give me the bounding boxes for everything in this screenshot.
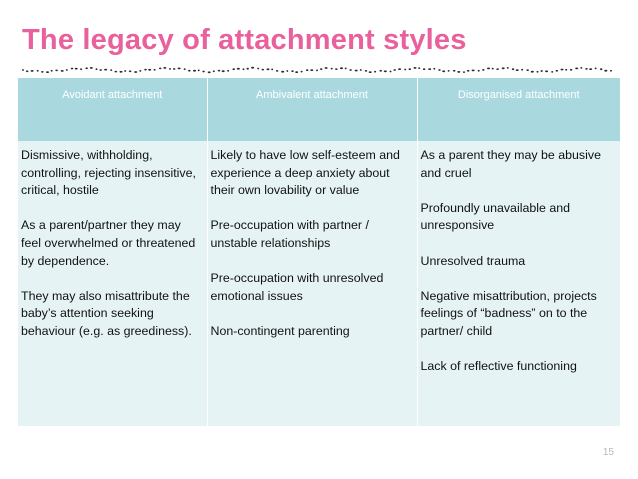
divider-dot [604, 70, 607, 72]
divider-dot [551, 71, 553, 73]
divider-dot [545, 70, 548, 72]
divider-dot [246, 68, 249, 70]
divider-dot [565, 69, 567, 71]
divider-dot [393, 69, 396, 71]
divider-dot [104, 69, 107, 71]
cell-avoidant [18, 141, 207, 426]
divider-dot [198, 70, 200, 72]
divider-dot [345, 68, 347, 70]
avoidant-para-3: They may also misattribute the baby’s attention seeking behaviour (e.g. as greediness). [21, 288, 192, 338]
divider-dot [349, 69, 352, 71]
divider-dot [467, 70, 470, 72]
divider-dot [595, 68, 597, 70]
divider-dot [507, 67, 509, 69]
divider-dot [502, 67, 505, 69]
divider-dot [218, 70, 221, 72]
divider-dot [390, 71, 392, 73]
divider-dot [556, 70, 559, 72]
divider-dot [41, 71, 44, 73]
divider-dot [159, 68, 162, 70]
divider-dot [291, 70, 294, 72]
avoidant-para-1: Dismissive, withholding, controlling, rejecting insensitive, critical, hostile [21, 148, 196, 198]
divider-dot [61, 70, 64, 72]
divider-dot [600, 68, 603, 70]
divider-dot [360, 69, 362, 71]
divider-dot [90, 67, 93, 69]
ambivalent-para-3: Pre-occupation with unresolved emotional issues [210, 271, 384, 303]
page-title: The legacy of attachment styles [22, 24, 467, 56]
divider-dot [66, 69, 68, 71]
divider-dot [202, 71, 205, 73]
divider-dot [46, 71, 49, 73]
divider-dot [110, 69, 112, 71]
divider-dot [26, 70, 29, 72]
disorganised-para-1: As a parent they may be abusive and cruel [420, 148, 601, 180]
divider-dot [355, 70, 358, 72]
divider-dot [301, 71, 303, 73]
divider-dot [540, 70, 543, 72]
divider-dot [526, 69, 529, 71]
avoidant-para-2: As a parent/partner they may feel overwhelmed or threatened by dependence. [21, 218, 196, 268]
divider-dot [55, 70, 58, 72]
divider-dot [37, 70, 39, 72]
divider-dot [71, 68, 74, 70]
divider-dot [453, 70, 456, 72]
header-avoidant: Avoidant attachment [18, 78, 207, 141]
divider-dot [531, 71, 534, 73]
divider-dot [580, 67, 582, 69]
disorganised-para-2: Profoundly unavailable and unresponsive [420, 200, 570, 233]
divider-dot [178, 68, 181, 70]
divider-dot [227, 70, 229, 72]
divider-dot [96, 68, 98, 70]
divider-dot [423, 68, 426, 70]
ambivalent-para-4: Non-contingent parenting [210, 323, 350, 338]
divider-dot [124, 70, 126, 72]
divider-dot [384, 70, 387, 72]
divider-dot [251, 67, 254, 69]
divider-dot [512, 68, 515, 70]
ambivalent-para-2: Pre-occupation with partner / unstable relationships [210, 218, 369, 250]
divider-dot [31, 70, 34, 72]
divider-dot [80, 68, 82, 70]
divider-dot [404, 69, 406, 71]
divider-dot [139, 70, 141, 72]
divider-dot [213, 70, 215, 72]
divider-dot [120, 71, 123, 73]
divider-dot [521, 69, 523, 71]
divider-dot [306, 69, 309, 71]
divider-dot [610, 70, 612, 72]
divider-dot [115, 71, 118, 73]
divider-dot [398, 68, 401, 70]
divider-dot [237, 68, 240, 70]
divider-dot [374, 71, 376, 73]
disorganised-para-4: Negative misattribution, projects feelings of “badness” on to the partner/ child [420, 288, 597, 338]
divider-dot [365, 70, 368, 72]
divider-dot [340, 67, 343, 69]
divider-dot [492, 68, 494, 70]
divider-dot [276, 70, 279, 72]
divider-dot [496, 68, 499, 70]
divider-dot [589, 68, 592, 70]
divider-dot [457, 71, 460, 73]
divider-dot [409, 68, 412, 70]
divider-dot [414, 67, 417, 69]
divider-dot [379, 70, 382, 72]
divider-dot [537, 71, 539, 73]
divider-dot [448, 70, 450, 72]
divider-dot [316, 70, 318, 72]
divider-dot [173, 68, 176, 70]
attachment-styles-table [18, 78, 620, 426]
divider-dot [463, 71, 465, 73]
divider-dot [129, 70, 132, 72]
divider-dot [433, 68, 435, 70]
divider-dot [418, 67, 420, 69]
divider-dot [193, 70, 196, 72]
divider-dot [184, 68, 186, 70]
header-disorganised: Disorganised attachment [417, 78, 620, 141]
divider-dot [243, 68, 245, 70]
divider-dot [22, 69, 24, 71]
divider-dot [585, 68, 588, 70]
divider-dot [320, 68, 323, 70]
divider-dot [310, 69, 313, 71]
dotted-divider [22, 64, 616, 76]
divider-dot [325, 67, 328, 69]
divider-dot [438, 69, 441, 71]
divider-dot [487, 68, 490, 70]
table-row [18, 141, 620, 426]
divider-dot [208, 71, 211, 73]
disorganised-para-5: Lack of reflective functioning [420, 359, 577, 374]
divider-dot [163, 67, 166, 69]
divider-dot [575, 68, 578, 70]
cell-ambivalent [207, 141, 417, 426]
divider-dot [281, 71, 284, 73]
divider-dot [516, 69, 519, 71]
divider-dot [257, 68, 259, 70]
divider-dot [267, 68, 270, 70]
divider-dot [369, 71, 372, 73]
page-number: 15 [602, 447, 614, 458]
divider-dot [478, 70, 480, 72]
divider-dot [222, 70, 225, 72]
divider-dot [561, 69, 564, 71]
divider-dot [99, 69, 102, 71]
attachment-table [18, 78, 620, 426]
disorganised-para-3: Unresolved trauma [420, 253, 526, 268]
divider-dot [331, 68, 333, 70]
divider-dot [442, 70, 445, 72]
divider-dot [85, 67, 88, 69]
divider-dot [169, 68, 171, 70]
divider-dot [51, 70, 53, 72]
header-ambivalent: Ambivalent attachment [207, 78, 417, 141]
table-header-row [18, 78, 620, 141]
divider-dot [428, 68, 431, 70]
divider-dot [472, 70, 475, 72]
divider-dot [154, 69, 156, 71]
divider-dot [75, 68, 78, 70]
divider-dot [570, 69, 573, 71]
divider-dot [232, 68, 235, 70]
cell-disorganised [417, 141, 620, 426]
divider-dot [286, 70, 288, 72]
divider-dot [144, 69, 147, 71]
divider-dot [134, 71, 137, 73]
divider-dot [295, 71, 298, 73]
divider-dot [482, 69, 485, 71]
divider-dot [188, 70, 191, 72]
ambivalent-para-1: Likely to have low self-esteem and experience a deep anxiety about their own lovability or value [210, 148, 400, 198]
divider-dot [335, 68, 338, 70]
divider-dot [271, 69, 273, 71]
divider-dot [148, 69, 151, 71]
divider-dot [262, 69, 265, 71]
